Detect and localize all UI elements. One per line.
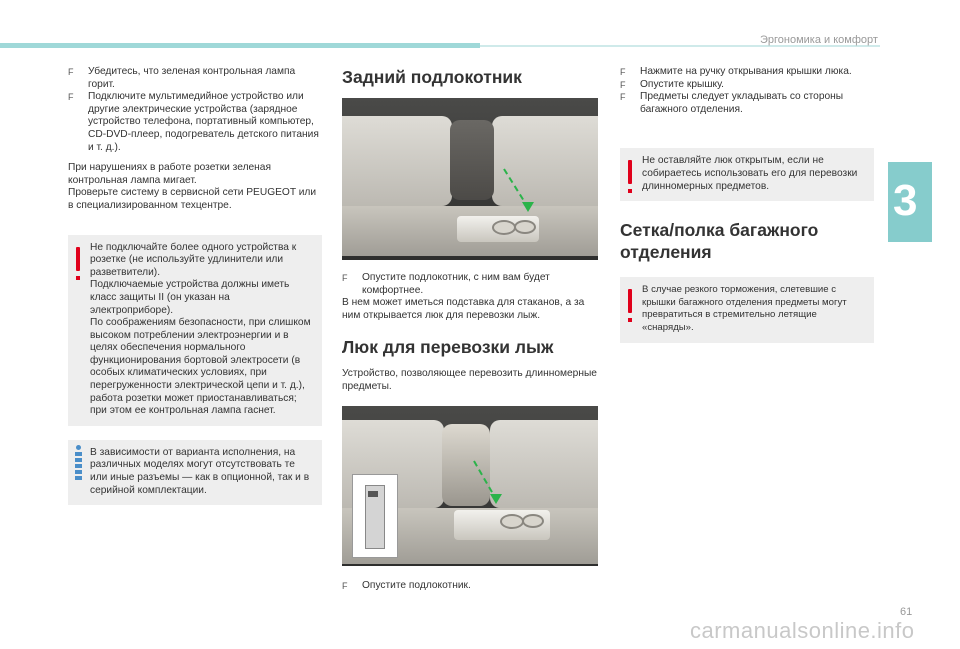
info-box: В зависимости от варианта исполнения, на различных моделях могут отсутствовать те или иные разъемы — как в опционной, так и в серийной комплектации.	[68, 440, 322, 505]
heading-rear-armrest: Задний подлокотник	[342, 67, 522, 87]
column-2	[342, 66, 598, 592]
info-icon	[75, 452, 82, 482]
heading-luggage-net: Сетка/полка багажного отделения	[620, 220, 819, 263]
ski-hatch-photo	[342, 406, 598, 566]
chapter-number: 3	[893, 176, 918, 225]
armrest-photo	[342, 98, 598, 260]
paragraph: Устройство, позволяющее перевозить длинномерные предметы.	[342, 368, 597, 392]
exclamation-icon	[76, 247, 80, 271]
list-item: F Опустите крышку.	[620, 78, 725, 90]
list-item: F Подключите мультимедийное устройство или другие электрические устройства (зарядное устройство телефона, портативный компьютер, CD-DVD-плеер, подогреватель детского питания и т. д.).	[68, 91, 319, 153]
paragraph: При нарушениях в работе розетки зеленая контрольная лампа мигает.	[68, 162, 271, 186]
page-number: 61	[900, 606, 913, 618]
exclamation-icon	[628, 289, 632, 313]
exclamation-icon	[628, 160, 632, 184]
watermark: carmanualsonline.info	[690, 618, 915, 643]
square-bullet-icon: F	[620, 67, 626, 77]
heading-ski-hatch: Люк для перевозки лыж	[342, 337, 554, 358]
square-bullet-icon: F	[342, 580, 348, 591]
list-item: F Опустите подлокотник.	[342, 579, 471, 591]
warning-box: Не оставляйте люк открытым, если не собираетесь использовать его для перевозки длинномерных предметов.	[620, 148, 874, 201]
paragraph: Проверьте систему в сервисной сети PEUGEOT или в специализированном техцентре.	[68, 187, 317, 211]
column-1	[68, 66, 322, 505]
list-item: F Убедитесь, что зеленая контрольная лампа горит.	[68, 66, 296, 90]
list-item: F Нажмите на ручку открывания крышки люка.	[620, 66, 852, 77]
square-bullet-icon: F	[620, 79, 626, 90]
header-accent-bar	[0, 43, 480, 48]
square-bullet-icon: F	[620, 92, 626, 103]
hatch-inset	[352, 474, 398, 558]
warning-box: В случае резкого торможения, слетевшие с крышки багажного отделения предметы могут превратиться в стремительно летящие «снаряды».	[620, 277, 874, 342]
square-bullet-icon: F	[68, 67, 74, 77]
square-bullet-icon: F	[68, 92, 74, 103]
paragraph: В нем может иметься подставка для стаканов, а за ним открывается люк для перевозки лыж.	[342, 297, 585, 321]
warning-box: Не подключайте более одного устройства к розетке (не используйте удлинители или разветвители). Подключаемые устройства должны иметь класс защиты II (он указан на электроприборе). По соображениям безопасности, при слишком высоком потреблении электроэнергии и в целях обеспечения нормального функционирования бортовой электросети (в особых климатических условиях, при перегруженности электрической цепи и т. д.), работа розетки может приостанавливаться; при этом ее контрольная лампа гаснет.	[68, 235, 322, 426]
column-3	[620, 66, 874, 343]
list-item: F Предметы следует укладывать со стороны багажного отделения.	[620, 91, 844, 115]
list-item: F Опустите подлокотник, с ним вам будет комфортнее.	[342, 272, 550, 296]
square-bullet-icon: F	[342, 273, 348, 283]
section-title: Эргономика и комфорт	[760, 34, 878, 46]
